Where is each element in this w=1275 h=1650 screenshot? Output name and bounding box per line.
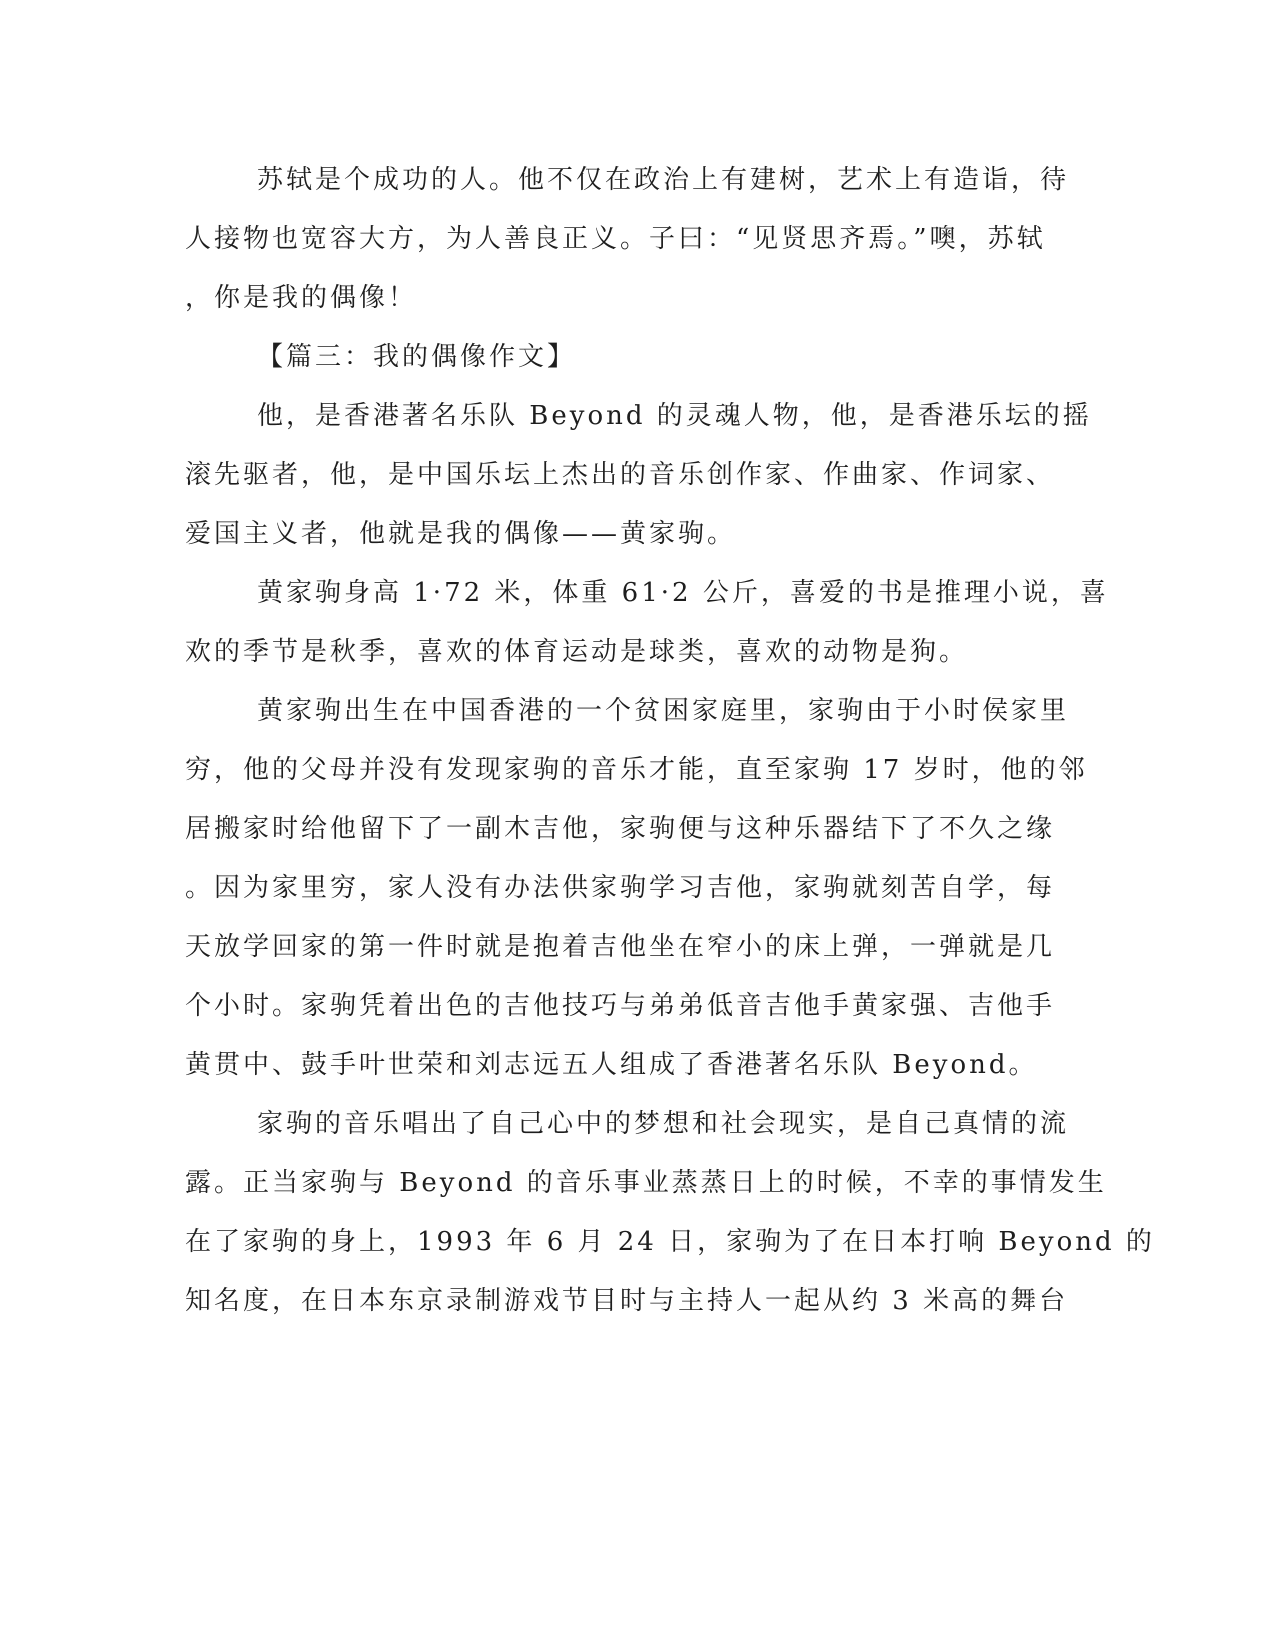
paragraph-line: 黄贯中、鼓手叶世荣和刘志远五人组成了香港著名乐队 Beyond。: [185, 1050, 1038, 1080]
paragraph-line: 黄家驹出生在中国香港的一个贫困家庭里，家驹由于小时侯家里: [257, 696, 1070, 726]
paragraph-line: 露。正当家驹与 Beyond 的音乐事业蒸蒸日上的时候，不幸的事情发生: [185, 1168, 1107, 1198]
paragraph-line: 家驹的音乐唱出了自己心中的梦想和社会现实，是自己真情的流: [257, 1109, 1070, 1139]
paragraph-line: 在了家驹的身上，1993 年 6 月 24 日，家驹为了在日本打响 Beyond 的: [185, 1227, 1155, 1257]
paragraph-line: 穷，他的父母并没有发现家驹的音乐才能，直至家驹 17 岁时，他的邻: [185, 755, 1088, 785]
paragraph-line: 天放学回家的第一件时就是抱着吉他坐在窄小的床上弹，一弹就是几: [185, 932, 1056, 962]
paragraph-line: 滚先驱者，他，是中国乐坛上杰出的音乐创作家、作曲家、作词家、: [185, 460, 1056, 490]
paragraph-line: ，你是我的偶像！: [185, 283, 418, 313]
paragraph-line: 苏轼是个成功的人。他不仅在政治上有建树，艺术上有造诣，待: [257, 165, 1070, 195]
paragraph-line: 爱国主义者，他就是我的偶像——黄家驹。: [185, 519, 737, 549]
paragraph-line: 个小时。家驹凭着出色的吉他技巧与弟弟低音吉他手黄家强、吉他手: [185, 991, 1056, 1021]
paragraph-line: 居搬家时给他留下了一副木吉他，家驹便与这种乐器结下了不久之缘: [185, 814, 1056, 844]
section-heading: 【篇三：我的偶像作文】: [257, 342, 577, 372]
paragraph-line: 黄家驹身高 1·72 米，体重 61·2 公斤，喜爱的书是推理小说，喜: [257, 578, 1109, 608]
paragraph-line: 欢的季节是秋季，喜欢的体育运动是球类，喜欢的动物是狗。: [185, 637, 969, 667]
paragraph-line: 人接物也宽容大方，为人善良正义。子曰：“见贤思齐焉。”噢，苏轼: [185, 224, 1046, 254]
paragraph-line: 。因为家里穷，家人没有办法供家驹学习吉他，家驹就刻苦自学，每: [185, 873, 1056, 903]
paragraph-line: 知名度，在日本东京录制游戏节目时与主持人一起从约 3 米高的舞台: [185, 1286, 1069, 1316]
paragraph-line: 他，是香港著名乐队 Beyond 的灵魂人物，他，是香港乐坛的摇: [257, 401, 1092, 431]
